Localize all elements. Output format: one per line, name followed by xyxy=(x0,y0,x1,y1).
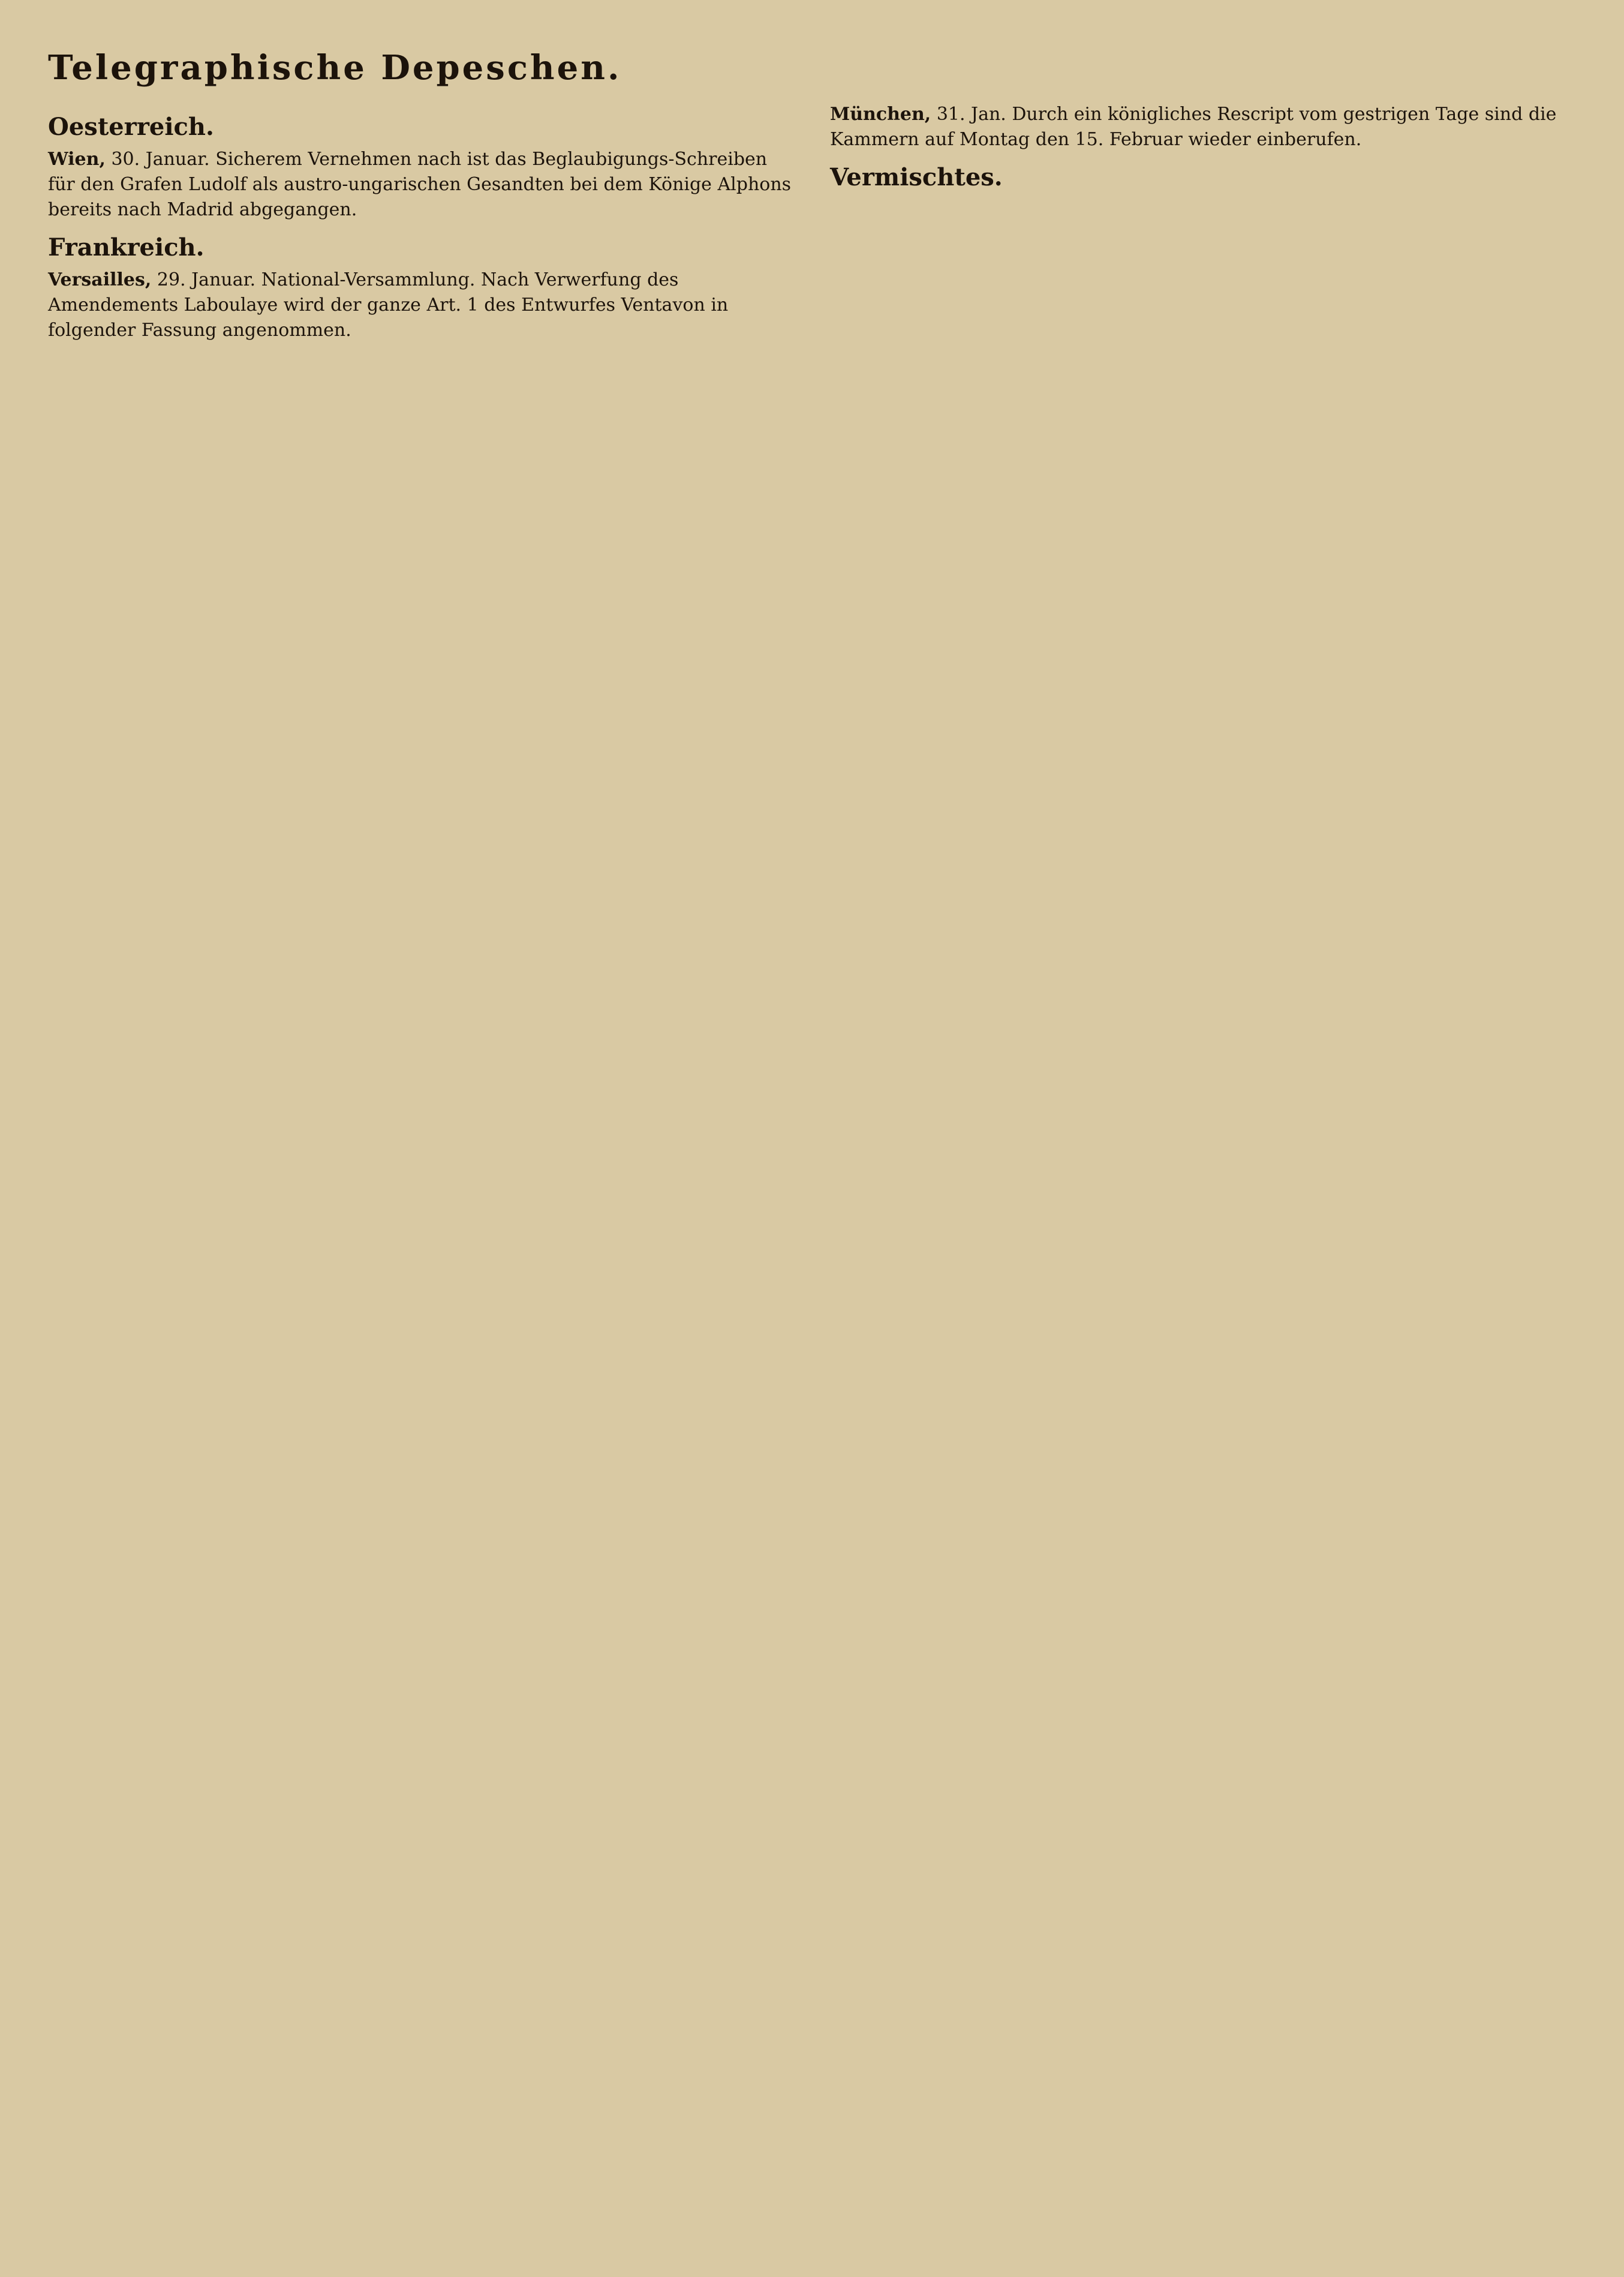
left-heading-1: Oesterreich. xyxy=(48,113,214,141)
section-title: Telegraphische Depeschen. xyxy=(48,48,622,88)
left-text-1: 30. Januar. Sicherem Vernehmen nach ist das Beglaubigungs-Schreiben für den Grafen Ludolf als austro-ungarischen Gesandten bei dem Könige Alphons bereits nach Madrid abgegangen. xyxy=(48,149,792,220)
left-place-1: Wien, xyxy=(48,149,106,170)
right-para-1 xyxy=(830,102,1576,152)
left-place-2: Versailles, xyxy=(48,269,152,290)
left-para-2 xyxy=(48,268,794,343)
right-column xyxy=(830,102,1576,352)
right-place-1: München, xyxy=(830,104,931,125)
left-heading-2: Frankreich. xyxy=(48,233,204,262)
left-column xyxy=(48,102,794,352)
right-text-1: 31. Jan. Durch ein königliches Rescript vom gestrigen Tage sind die Kammern auf Montag den 15. Februar wieder einberufen. xyxy=(830,104,1557,150)
left-para-1 xyxy=(48,147,794,223)
right-heading-2: Vermischtes. xyxy=(830,163,1003,191)
left-text-2: 29. Januar. National-Versammlung. Nach Verwerfung des Amendements Laboulaye wird der ganze Art. 1 des Entwurfes Ventavon in folgender Fassung angenommen. xyxy=(48,269,729,341)
